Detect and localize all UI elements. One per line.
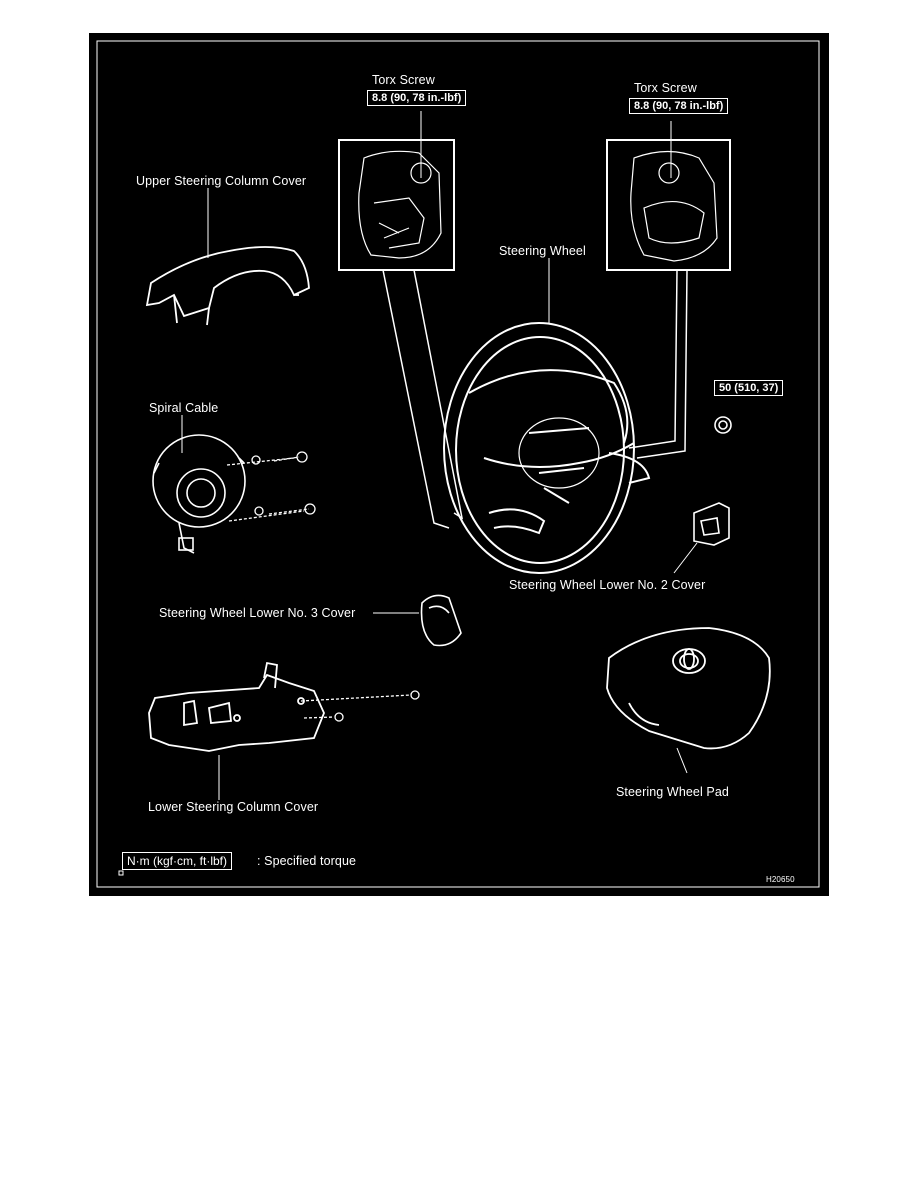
detail-inset-right <box>607 140 730 270</box>
nut-drawing <box>715 417 731 433</box>
leader-no2-cover <box>674 543 697 573</box>
lower-no2-cover-drawing <box>694 503 729 545</box>
steering-wheel-drawing <box>444 323 649 573</box>
legend-specified-torque: : Specified torque <box>257 854 357 868</box>
label-torx-screw-right: Torx Screw <box>634 81 697 95</box>
projection-right-a <box>629 270 677 448</box>
detail-inset-left <box>339 140 454 270</box>
leader-wheel-pad <box>677 748 687 773</box>
exploded-diagram <box>89 33 829 896</box>
label-spiral-cable: Spiral Cable <box>149 401 219 415</box>
label-upper-column-cover: Upper Steering Column Cover <box>136 174 307 188</box>
label-lower-no3-cover: Steering Wheel Lower No. 3 Cover <box>159 606 356 620</box>
label-wheel-pad: Steering Wheel Pad <box>616 785 729 799</box>
inset-right-detail <box>631 152 717 262</box>
torque-box-torx-right: 8.8 (90, 78 in.-lbf) <box>629 98 728 114</box>
lower-no3-cover-drawing <box>422 595 462 645</box>
lower-cover-screws <box>301 691 419 721</box>
lower-column-cover-drawing <box>149 663 324 751</box>
inset-left-detail <box>359 151 441 258</box>
projection-left-b <box>414 270 462 518</box>
torque-box-nut: 50 (510, 37) <box>714 380 783 396</box>
spiral-cable-drawing <box>153 435 245 553</box>
diagram-linework <box>89 33 829 896</box>
figure-frame <box>97 41 819 887</box>
label-lower-column-cover: Lower Steering Column Cover <box>148 800 319 814</box>
label-torx-screw-left: Torx Screw <box>372 73 435 87</box>
label-lower-no2-cover: Steering Wheel Lower No. 2 Cover <box>509 578 706 592</box>
figure-id: H20650 <box>766 875 795 884</box>
projection-right-b <box>637 270 687 458</box>
wheel-pad-drawing <box>607 628 770 748</box>
legend-torque-unit-box: N·m (kgf·cm, ft·lbf) <box>122 852 232 870</box>
torque-box-torx-left: 8.8 (90, 78 in.-lbf) <box>367 90 466 106</box>
upper-column-cover-drawing <box>147 247 309 325</box>
label-steering-wheel: Steering Wheel <box>499 244 586 258</box>
